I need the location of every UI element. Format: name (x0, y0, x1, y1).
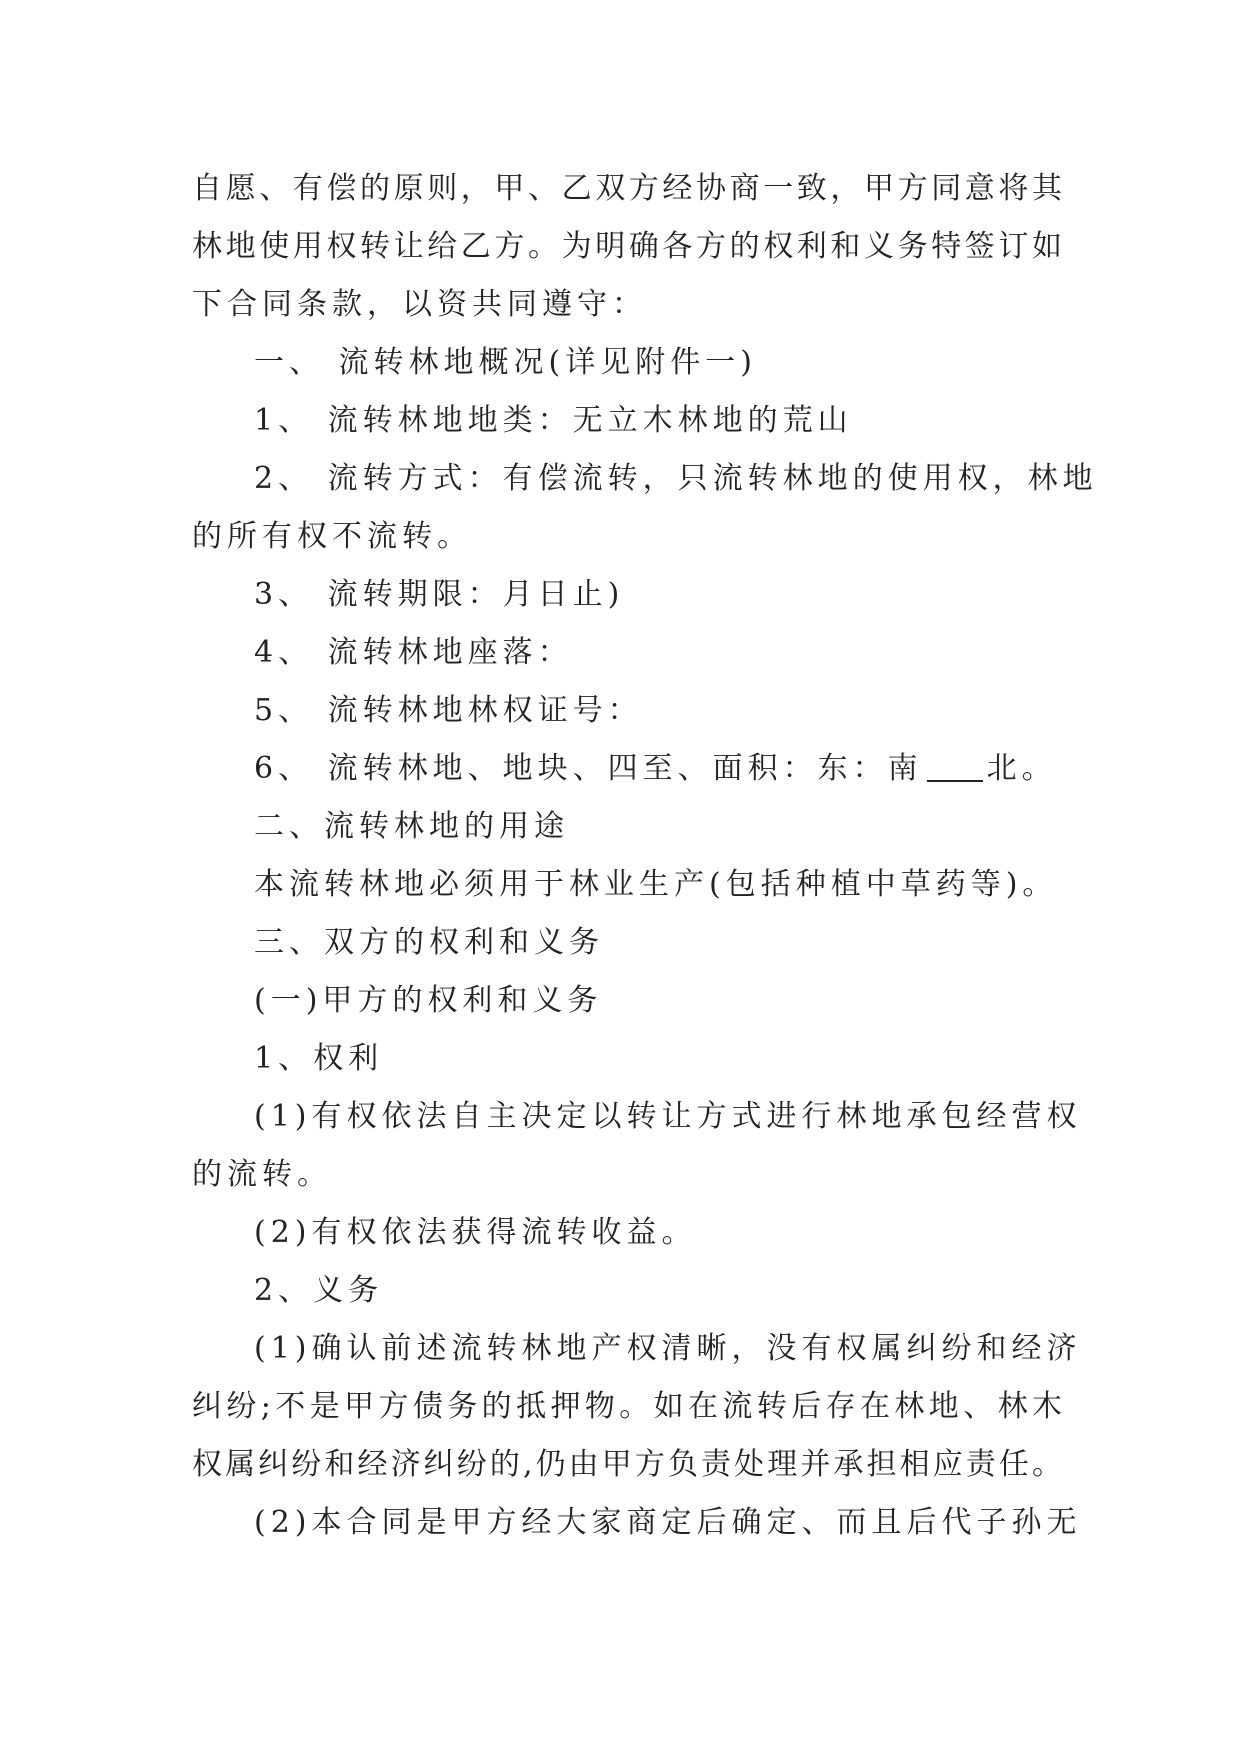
paragraph-line: 的所有权不流转。 (192, 519, 472, 554)
paragraph-line: 下合同条款，以资共同遵守： (192, 287, 647, 322)
paragraph-line: 纠纷;不是甲方债务的抵押物。如在流转后存在林地、林木 (192, 1389, 1062, 1424)
section-heading: 二、流转林地的用途 (254, 809, 569, 844)
list-item-text: 6、 流转林地、地块、四至、面积：东：南 (254, 751, 923, 786)
list-item (192, 740, 1062, 798)
list-item: 2、 流转方式：有偿流转，只流转林地的使用权，林地 (254, 461, 1098, 496)
subsection-heading: (一)甲方的权利和义务 (254, 983, 603, 1018)
list-item-text-end: 北。 (986, 751, 1057, 786)
subsection-heading: 1、权利 (254, 1041, 384, 1076)
list-item: (1)确认前述流转林地产权清晰，没有权属纠纷和经济 (254, 1331, 1082, 1366)
list-item: 5、 流转林地林权证号： (254, 693, 643, 728)
list-item: (2)本合同是甲方经大家商定后确定、而且后代子孙无 (254, 1505, 1082, 1540)
paragraph-line: 本流转林地必须用于林业生产(包括种植中草药等)。 (254, 867, 1058, 902)
section-heading: 三、双方的权利和义务 (254, 925, 604, 960)
paragraph-line: 自愿、有偿的原则，甲、乙双方经协商一致，甲方同意将其 (192, 171, 1062, 206)
list-item: 3、 流转期限：月日止) (254, 577, 625, 612)
paragraph-line: 权属纠纷和经济纠纷的,仍由甲方负责处理并承担相应责任。 (192, 1447, 1062, 1482)
document-body (192, 160, 1098, 1552)
blank-underline (927, 750, 983, 782)
paragraph-line: 的流转。 (192, 1157, 332, 1192)
list-item: 1、 流转林地地类：无立木林地的荒山 (254, 403, 853, 438)
list-item: 4、 流转林地座落： (254, 635, 573, 670)
section-heading: 一、 流转林地概况(详见附件一) (254, 345, 757, 380)
paragraph-line: 林地使用权转让给乙方。为明确各方的权利和义务特签订如 (192, 229, 1062, 264)
list-item: (1)有权依法自主决定以转让方式进行林地承包经营权 (254, 1099, 1082, 1134)
list-item: (2)有权依法获得流转收益。 (254, 1215, 697, 1250)
subsection-heading: 2、义务 (254, 1273, 384, 1308)
